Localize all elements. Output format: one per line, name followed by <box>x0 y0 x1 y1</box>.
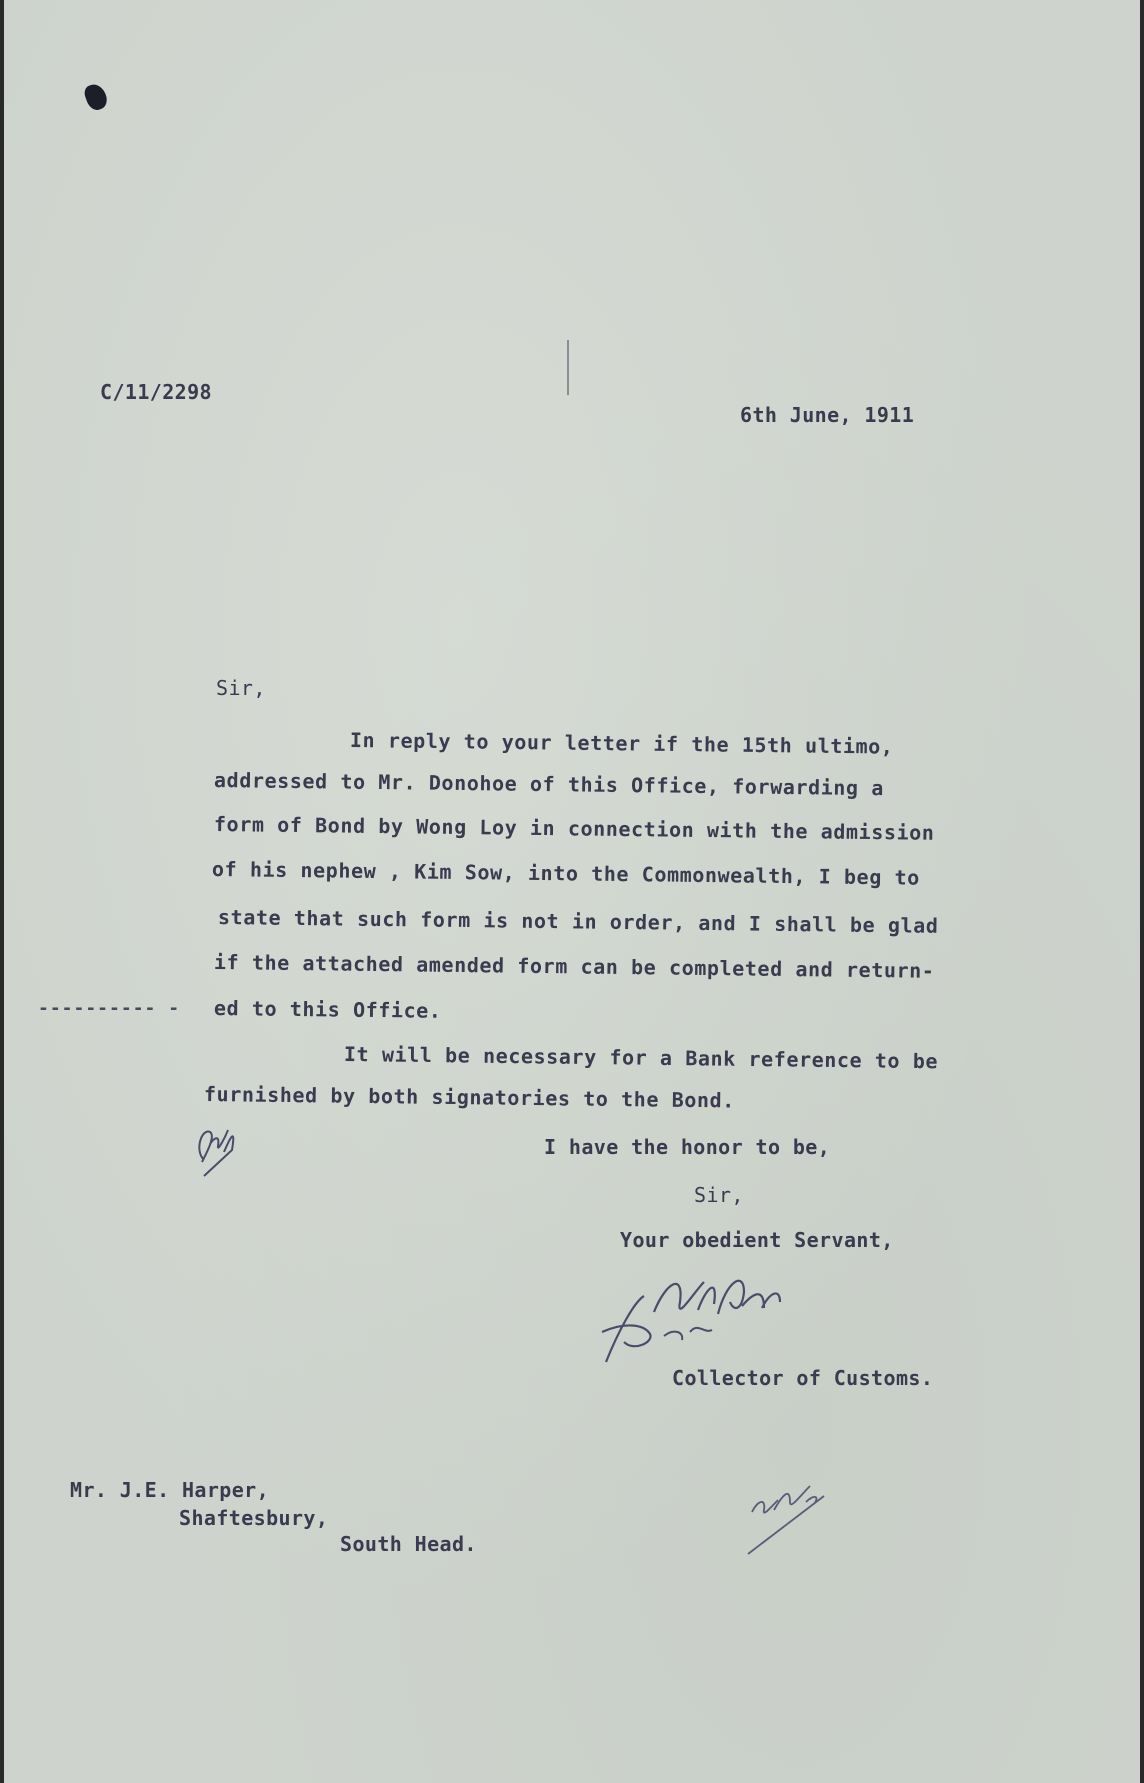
letter-sheet <box>4 0 1140 1783</box>
recipient-address-2: South Head. <box>340 1532 477 1556</box>
ink-blot <box>82 81 110 112</box>
reference-number: C/11/2298 <box>100 380 212 404</box>
body-line-4: of his nephew , Kim Sow, into the Commonwealth, I beg to <box>211 857 920 890</box>
body-line-7: ed to this Office. <box>213 996 442 1023</box>
closing-line-1: I have the honor to be, <box>544 1135 831 1159</box>
body-line-5: state that such form is not in order, and I shall be glad <box>217 905 939 938</box>
file-initials <box>744 1476 834 1556</box>
closing-line-3: Your obedient Servant, <box>620 1228 894 1252</box>
salutation: Sir, <box>216 676 266 700</box>
paper-crease <box>567 340 569 395</box>
recipient-address-1: Shaftesbury, <box>179 1506 329 1530</box>
closing-line-2: Sir, <box>694 1183 744 1207</box>
body-line-9: furnished by both signatories to the Bond. <box>203 1082 736 1113</box>
letter-date: 6th June, 1911 <box>740 403 915 427</box>
margin-initials <box>184 1110 248 1180</box>
margin-dash: ---------- - <box>38 998 181 1019</box>
body-line-2: addressed to Mr. Donohoe of this Office, forwarding a <box>213 768 885 801</box>
body-line-3: form of Bond by Wong Loy in connection with the admission <box>213 812 935 845</box>
body-line-8: It will be necessary for a Bank reference to be <box>343 1042 939 1074</box>
body-line-6: if the attached amended form can be completed and return- <box>213 950 935 983</box>
signature <box>594 1262 824 1382</box>
signatory-title: Collector of Customs. <box>672 1366 934 1390</box>
recipient-name: Mr. J.E. Harper, <box>70 1478 270 1502</box>
body-line-1: In reply to your letter if the 15th ultimo, <box>349 728 894 759</box>
